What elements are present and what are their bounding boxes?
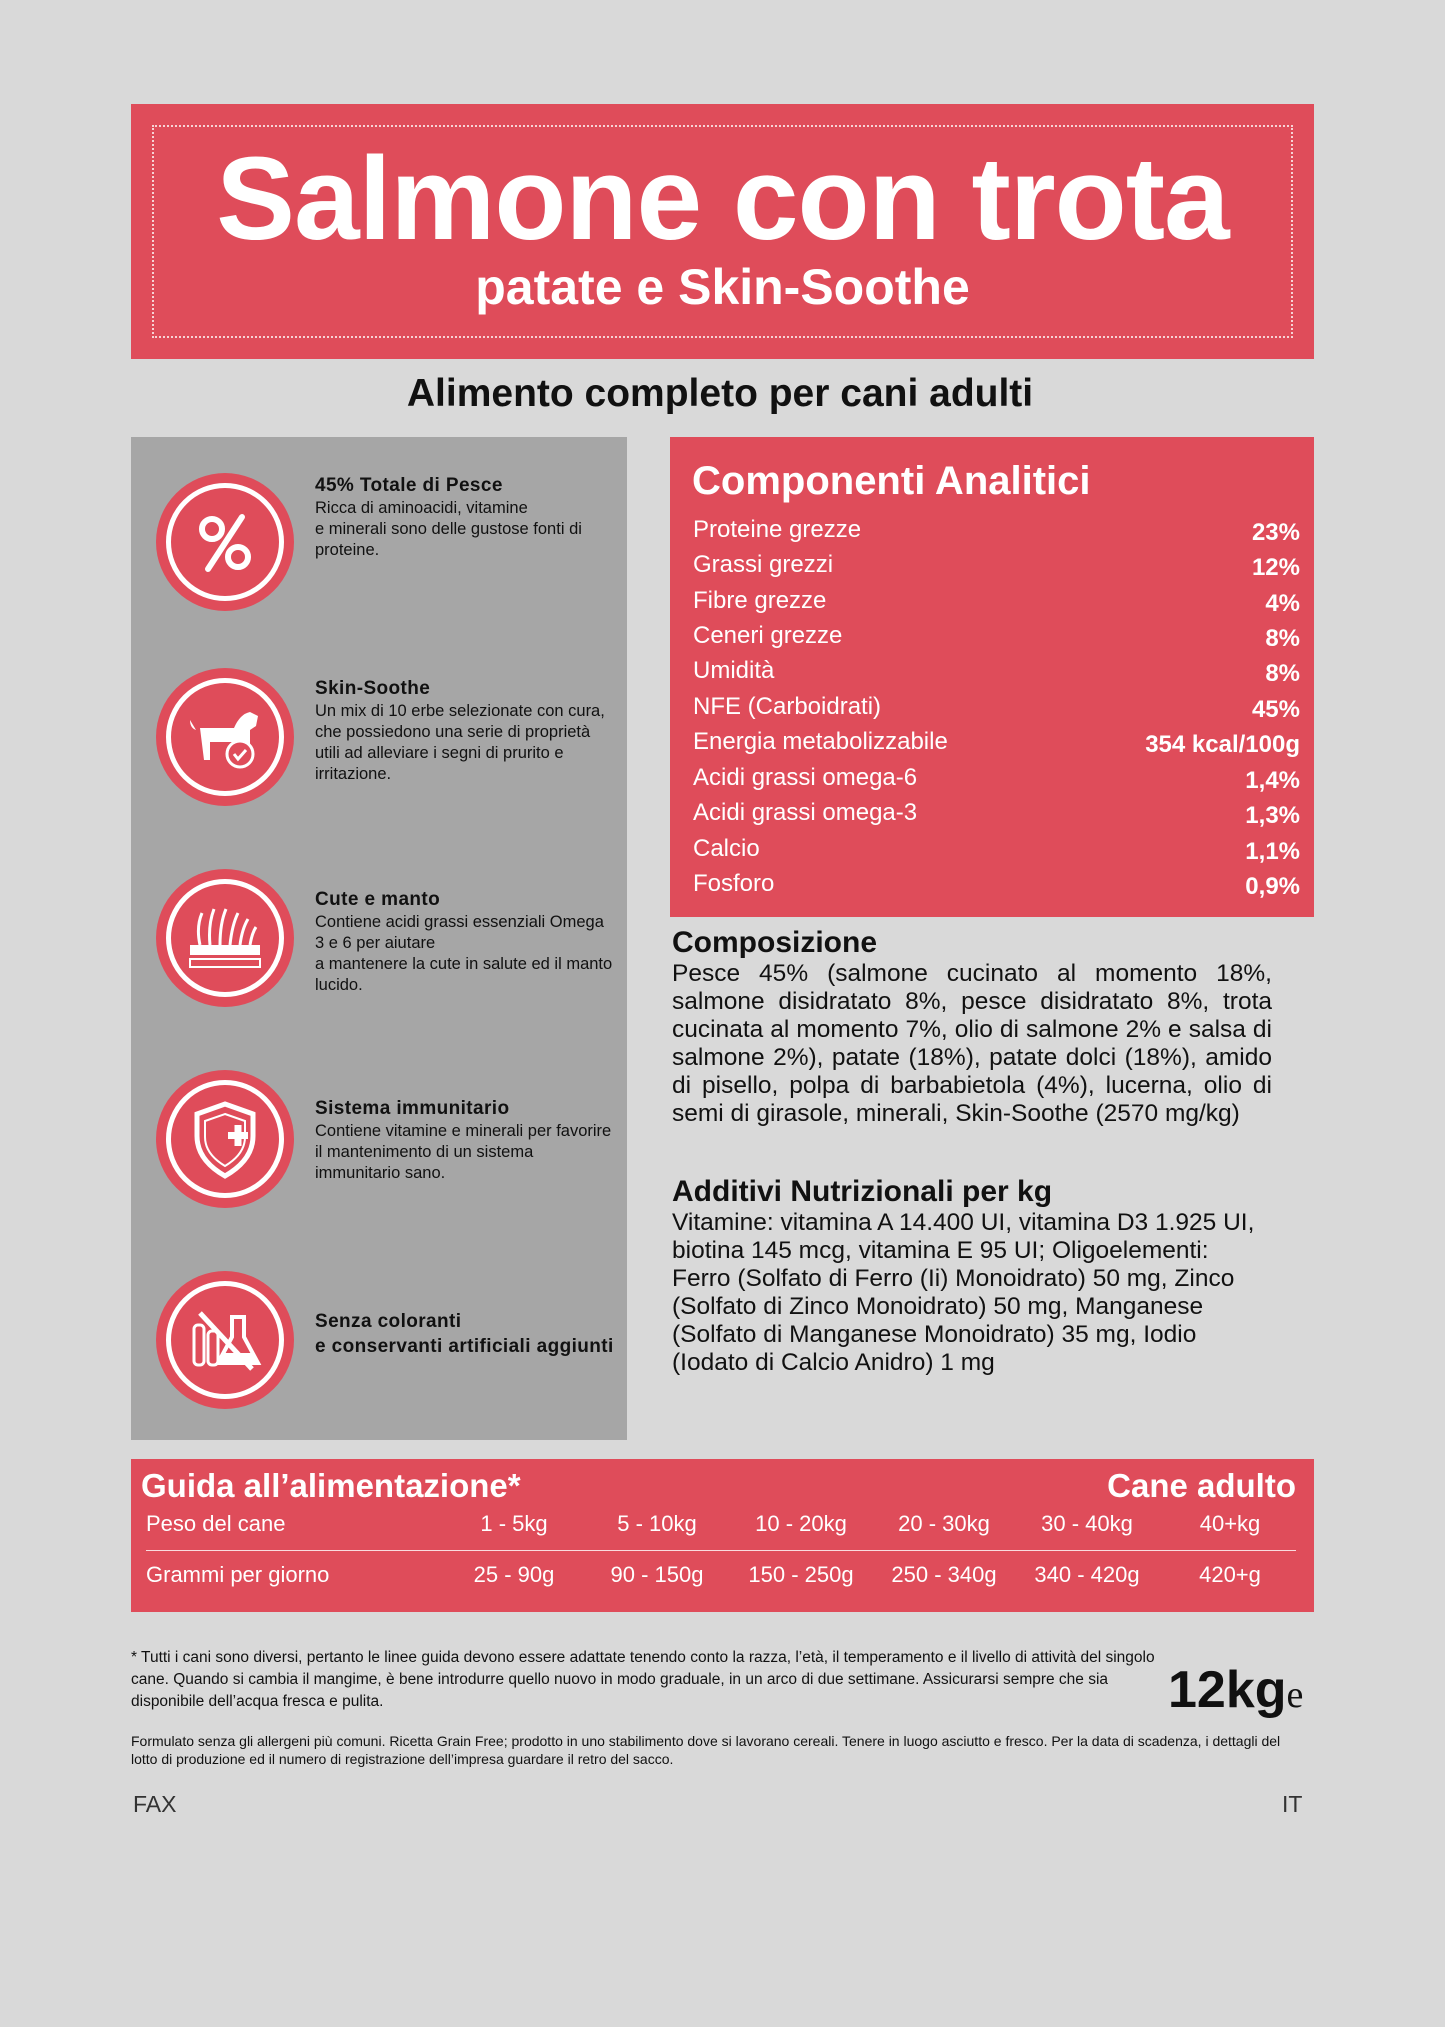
analytics-row: Proteine grezze 23%: [693, 516, 1300, 546]
composition-text: Pesce 45% (salmone cucinato al momento 18%, salmone disidratato 8%, pesce disidratato 8%, trota cucinata al momento 7%, olio di salmone 2% e salsa di salmone 2%), patate (18%), patate dolci (18%), amido di pisello, polpa di barbabietola (4%), lucerna, olio di semi di girasole, minerali, Skin-Soothe (2570 mg/kg): [672, 960, 1272, 1127]
product-header: [131, 104, 1314, 359]
analytics-row: Grassi grezzi 12%: [693, 551, 1300, 581]
net-weight: [1168, 1660, 1303, 1720]
composition-section: [672, 926, 1272, 1128]
no-chemicals-icon: [156, 1271, 294, 1409]
composition-title: Composizione: [672, 926, 878, 959]
grams-cell: 340 - 420g: [1034, 1562, 1140, 1587]
benefit-item: [131, 473, 627, 623]
weight-cell: 30 - 40kg: [1041, 1511, 1133, 1536]
product-subtitle: patate e Skin-Soothe: [475, 259, 970, 315]
grams-cell: 25 - 90g: [473, 1562, 555, 1587]
additives-title: Additivi Nutrizionali per kg: [672, 1175, 1053, 1208]
feeding-target: Cane adulto: [1107, 1467, 1296, 1504]
feeding-guide: [131, 1459, 1314, 1612]
analytics-row: Energia metabolizzabile 354 kcal/100g: [693, 728, 1300, 758]
analytics-row: Acidi grassi omega-3 1,3%: [693, 799, 1300, 829]
grams-cell: 90 - 150g: [610, 1562, 704, 1587]
benefit-title: Sistema immunitario: [315, 1098, 510, 1119]
grams-cell: 420+g: [1199, 1562, 1261, 1587]
analytics-row: Acidi grassi omega-6 1,4%: [693, 764, 1300, 794]
benefits-panel: [131, 437, 627, 1440]
benefit-item: [131, 1070, 627, 1220]
analytics-row: Ceneri grezze 8%: [693, 622, 1300, 652]
analytics-row: Fosforo 0,9%: [693, 870, 1300, 900]
product-title: Salmone con trota: [216, 133, 1229, 265]
weight-cell: 5 - 10kg: [617, 1511, 697, 1536]
benefit-title: Skin-Soothe: [315, 678, 431, 699]
grams-cell: 150 - 250g: [748, 1562, 854, 1587]
analytics-row: Fibre grezze 4%: [693, 587, 1300, 617]
additives-section: [672, 1175, 1262, 1377]
skin-hair-icon: [156, 869, 294, 1007]
benefit-text: Contiene acidi grassi essenziali Omega 3 e 6 per aiutare a mantenere la cute in salute ed il manto lucido.: [315, 913, 613, 994]
weight-cell: 1 - 5kg: [480, 1511, 548, 1536]
dog-check-icon: [156, 668, 294, 806]
analytics-row: Umidità 8%: [693, 657, 1300, 687]
weight-cell: 20 - 30kg: [898, 1511, 990, 1536]
feeding-title: Guida all’alimentazione*: [141, 1467, 521, 1504]
benefit-text: Un mix di 10 erbe selezionate con cura, che possiedono una serie di proprietà utili ad alleviare i segni di prurito e irritazione.: [315, 702, 605, 783]
benefit-item: [131, 1271, 627, 1421]
feeding-footnote: * Tutti i cani sono diversi, pertanto le linee guida devono essere adattate tenendo conto la razza, l’età, il temperamento e il livello di attività del singolo cane. Quando si cambia il mangime, è bene introdurre quello nuovo in modo graduale, in un arco di due settimane. Assicurarsi sempre che sia disponibile dell’acqua fresca e pulita.: [131, 1649, 1155, 1710]
estimated-mark: e: [1286, 1674, 1304, 1716]
additives-text: Vitamine: vitamina A 14.400 UI, vitamina D3 1.925 UI, biotina 145 mcg, vitamina E 95 UI; Oligoelementi: Ferro (Solfato di Ferro (Ii) Monoidrato) 50 mg, Zinco (Solfato di Zinco Monoidrato) 50 mg, Manganese (Solfato di Manganese Monoidrato) 35 mg, Iodio (Iodato di Calcio Anidro) 1 mg: [672, 1209, 1255, 1376]
weight-row-label: Peso del cane: [146, 1511, 286, 1536]
analytics-row: NFE (Carboidrati) 45%: [693, 693, 1300, 723]
benefit-title: Senza coloranti e conservanti artificiali aggiunti: [315, 1311, 614, 1357]
formula-note: Formulato senza gli allergeni più comuni. Ricetta Grain Free; prodotto in uno stabilimento dove si lavorano cereali. Tenere in luogo asciutto e fresco. Per la data di scadenza, i dettagli del lotto di produzione ed il numero di registrazione dell’impresa guardare il retro del sacco.: [131, 1733, 1281, 1767]
benefit-text: Contiene vitamine e minerali per favorire il mantenimento di un sistema immunitario sano.: [315, 1122, 612, 1182]
benefit-item: [131, 869, 627, 1019]
code-left: FAX: [133, 1791, 177, 1817]
benefit-title: 45% Totale di Pesce: [315, 475, 503, 496]
grams-row-label: Grammi per giorno: [146, 1562, 330, 1587]
grams-cell: 250 - 340g: [891, 1562, 997, 1587]
language-code: IT: [1282, 1791, 1303, 1817]
weight-cell: 40+kg: [1199, 1511, 1261, 1536]
tagline: Alimento completo per cani adulti: [406, 372, 1034, 415]
shield-cross-icon: [156, 1070, 294, 1208]
benefit-title: Cute e manto: [315, 889, 441, 910]
analytics-row: Calcio 1,1%: [693, 835, 1300, 865]
weight-cell: 10 - 20kg: [755, 1511, 847, 1536]
percent-icon: [156, 473, 294, 611]
analytical-components: [670, 437, 1314, 917]
analytics-title: Componenti Analitici: [692, 459, 1091, 503]
feeding-divider: [146, 1550, 1296, 1551]
net-weight-value: 12kg: [1168, 1661, 1287, 1719]
benefit-text: Ricca di aminoacidi, vitamine e minerali sono delle gustose fonti di proteine.: [315, 499, 582, 559]
benefit-item: [131, 668, 627, 818]
